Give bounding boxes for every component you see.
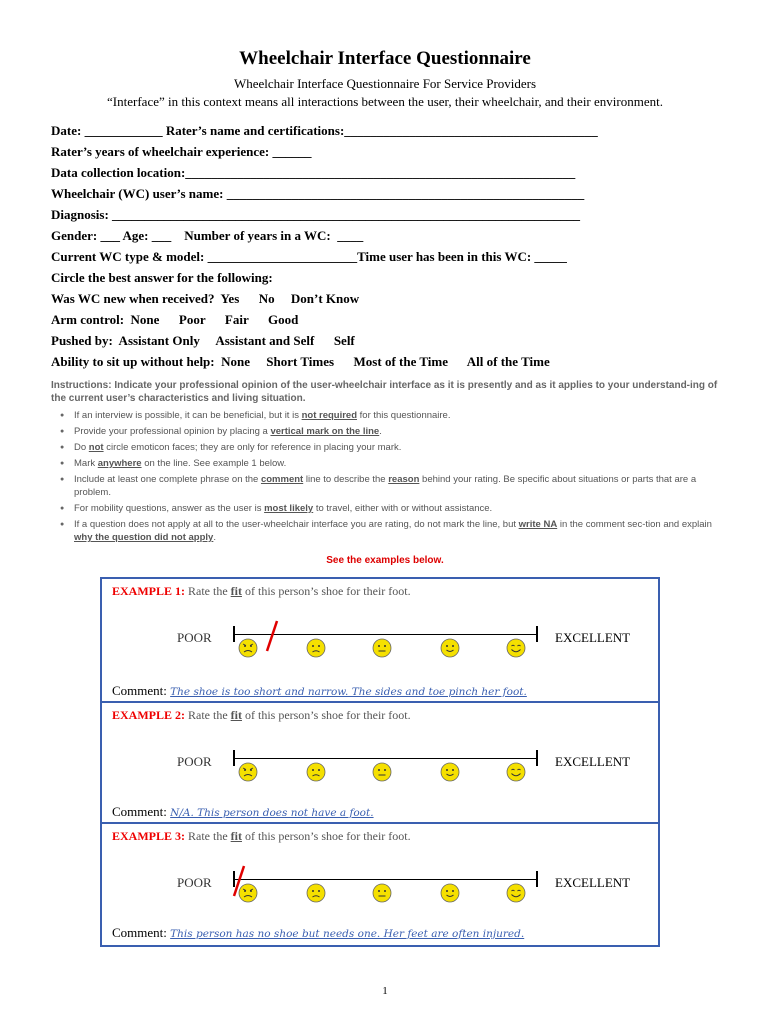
comment-label: Comment: [112,683,171,698]
example-divider [102,701,658,703]
instructions-heading: Instructions: Indicate your professional opinion of the user-wheelchair interface as it is presently and as it applies to your understand-ing of the current user’s characteristics and living situation. [51,380,718,404]
scale-end-tick [233,626,235,642]
field-rater-experience[interactable]: Rater’s years of wheelchair experience: ______ [51,144,312,159]
comment-line[interactable] [112,925,524,941]
example-label: EXAMPLE 1: [112,584,185,598]
page-number: 1 [382,985,388,997]
field-diagnosis[interactable]: Diagnosis: ________________________________________________________________________ [51,207,581,222]
page-title: Wheelchair Interface Questionnaire [239,48,531,69]
scale-excellent-label: EXCELLENT [555,630,631,645]
examples-box [100,577,660,947]
rating-mark [264,619,280,653]
rating-scale-line[interactable] [233,758,536,759]
neutral-face-icon [372,638,392,658]
instruction-item: ● Include at least one complete phrase on the comment line to describe the reason behind your rating. Be specific about situations or parts that are a problem. [60,473,720,499]
frown-face-icon [306,883,326,903]
comment-text[interactable]: The shoe is too short and narrow. The sides and toe pinch her foot. [170,686,527,698]
scale-end-tick [536,871,538,887]
grin-face-icon [506,883,526,903]
example-block [102,703,658,824]
grin-face-icon [506,762,526,782]
example-divider [102,822,658,824]
grin-face-icon [506,638,526,658]
field-pushed-by[interactable]: Pushed by: Assistant Only Assistant and Self Self [51,333,355,348]
field-wc-model[interactable]: Current WC type & model: _______________________Time user has been in this WC: _____ [51,249,567,264]
instruction-item: ● Mark anywhere on the line. See example 1 below. [60,457,720,470]
instruction-item: ● Provide your professional opinion by placing a vertical mark on the line. [60,425,720,438]
smile-face-icon [440,883,460,903]
form-fields [51,120,731,372]
scale-end-tick [233,750,235,766]
prompt-text: of this person’s shoe for their foot. [241,708,411,722]
smile-face-icon [440,638,460,658]
comment-line[interactable] [112,804,374,820]
example-prompt [112,829,411,844]
scale-excellent-label: EXCELLENT [555,875,631,890]
field-wc-new[interactable]: Was WC new when received? Yes No Don’t Know [51,291,360,306]
prompt-emphasis: fit [230,708,242,722]
example-label: EXAMPLE 3: [112,829,185,843]
field-date-rater[interactable]: Date: ____________ Rater’s name and certifications:_______________________________________ [51,123,598,138]
comment-line[interactable] [112,683,527,699]
instruction-list [60,409,720,547]
example-prompt [112,584,411,599]
field-sit-up[interactable]: Ability to sit up without help: None Short Times Most of the Time All of the Time [51,354,550,369]
field-gender-age[interactable]: Gender: ___ Age: ___ Number of years in a WC: ____ [51,228,364,243]
comment-text[interactable]: This person has no shoe but needs one. Her feet are often injured. [170,928,525,940]
prompt-text: of this person’s shoe for their foot. [241,584,411,598]
scale-poor-label: POOR [177,754,212,769]
example-prompt [112,708,411,723]
scale-poor-label: POOR [177,630,212,645]
scale-excellent-label: EXCELLENT [555,754,631,769]
page-subtitle: Wheelchair Interface Questionnaire For Service Providers [233,76,537,91]
prompt-emphasis: fit [230,829,242,843]
example-block [102,824,658,945]
comment-text[interactable]: N/A. This person does not have a foot. [170,807,374,819]
example-label: EXAMPLE 2: [112,708,185,722]
rating-scale-line[interactable] [233,879,536,880]
instruction-item: ● For mobility questions, answer as the user is most likely to travel, either with or without assistance. [60,502,720,515]
interface-definition: “Interface” in this context means all interactions between the user, their wheelchair, and their environment. [107,94,663,109]
prompt-text: of this person’s shoe for their foot. [241,829,411,843]
scale-poor-label: POOR [177,875,212,890]
scale-end-tick [536,626,538,642]
see-examples-note: See the examples below. [326,555,444,566]
angry-face-icon [238,762,258,782]
angry-face-icon [238,638,258,658]
neutral-face-icon [372,762,392,782]
field-location[interactable]: Data collection location:____________________________________________________________ [51,165,576,180]
rating-mark [231,864,247,898]
circle-instruction: Circle the best answer for the following: [51,270,273,285]
instruction-item: ● If an interview is possible, it can be beneficial, but it is not required for this questionnaire. [60,409,720,422]
instruction-item: ● If a question does not apply at all to the user-wheelchair interface you are rating, do not mark the line, but write NA in the comment sec-tion and explain why the question did not apply. [60,518,720,544]
example-block [102,579,658,703]
prompt-emphasis: fit [230,584,242,598]
prompt-text: Rate the [185,829,231,843]
prompt-text: Rate the [185,708,231,722]
frown-face-icon [306,638,326,658]
field-arm-control[interactable]: Arm control: None Poor Fair Good [51,312,299,327]
field-user-name[interactable]: Wheelchair (WC) user’s name: _______________________________________________________ [51,186,585,201]
smile-face-icon [440,762,460,782]
instruction-item: ● Do not circle emoticon faces; they are only for reference in placing your mark. [60,441,720,454]
prompt-text: Rate the [185,584,231,598]
comment-label: Comment: [112,804,171,819]
frown-face-icon [306,762,326,782]
scale-end-tick [536,750,538,766]
comment-label: Comment: [112,925,171,940]
neutral-face-icon [372,883,392,903]
